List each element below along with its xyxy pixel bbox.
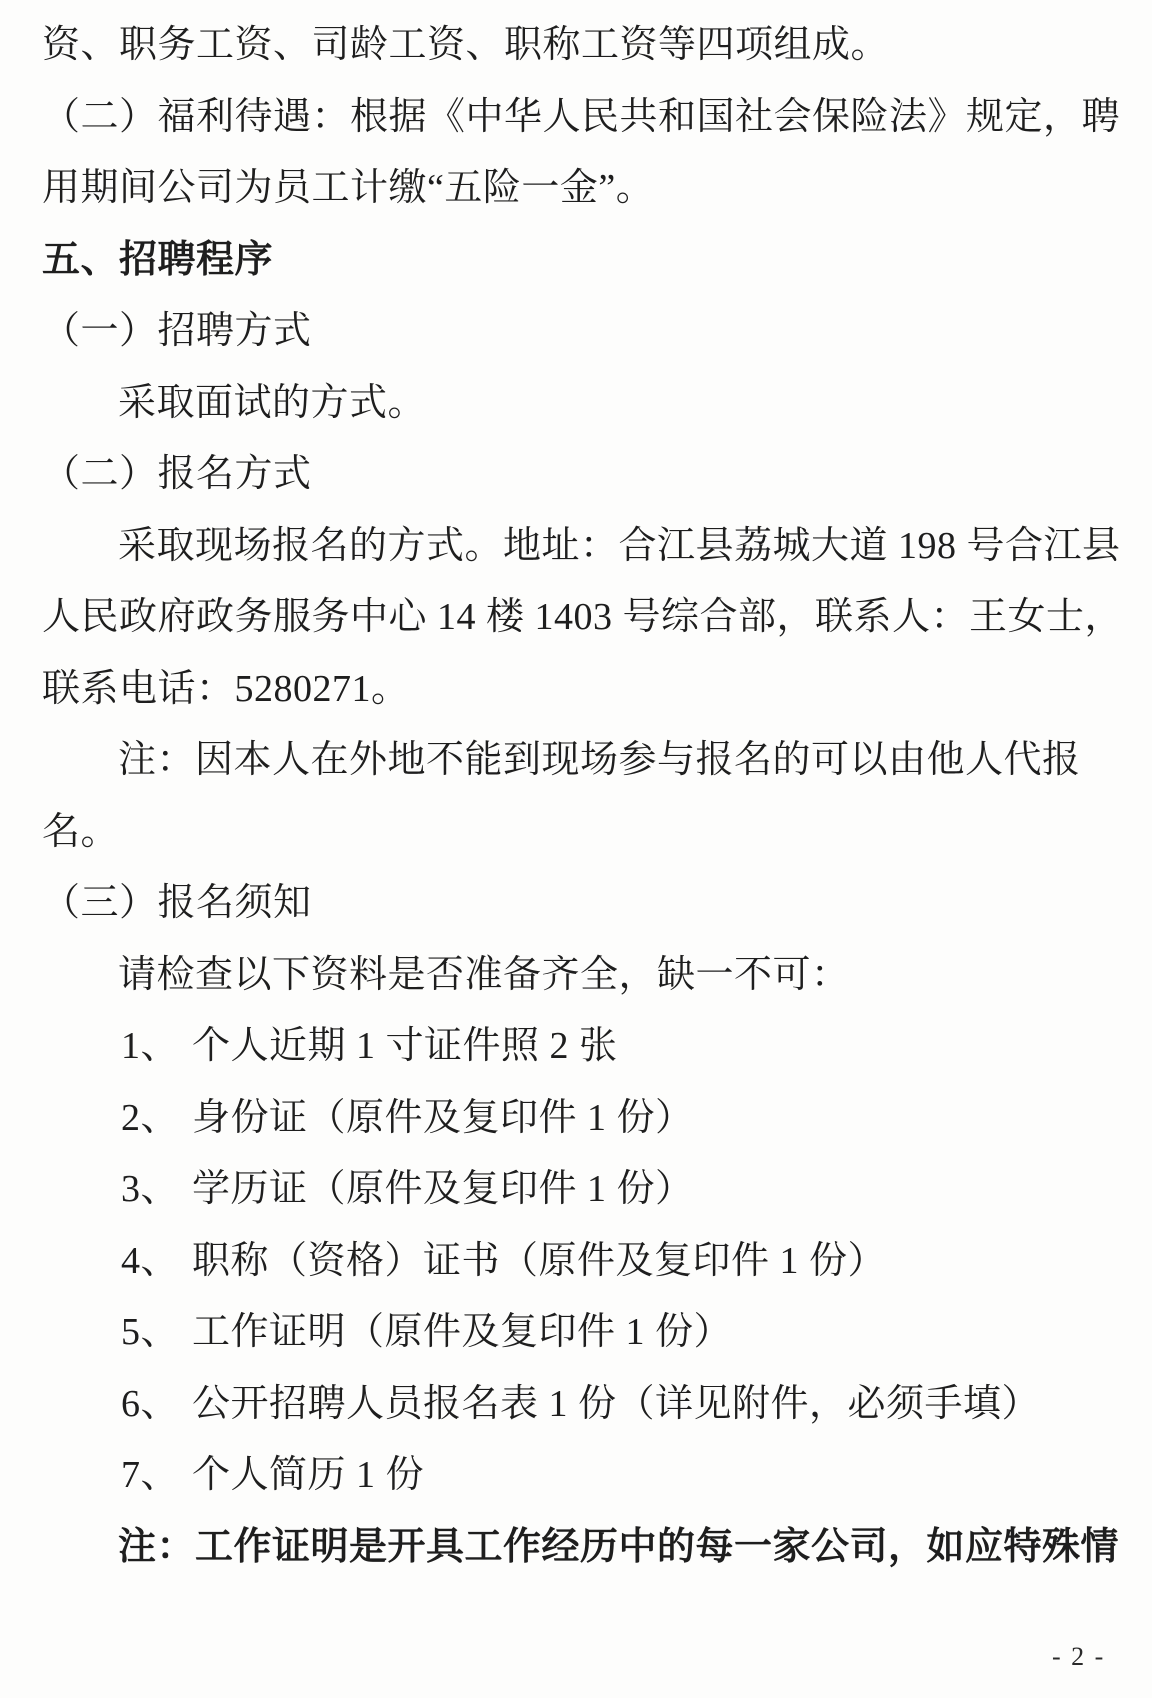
list-text: 工作证明（原件及复印件 1 份） xyxy=(192,1311,733,1353)
list-text: 职称（资格）证书（原件及复印件 1 份） xyxy=(192,1239,887,1282)
list-number: 3、 xyxy=(121,1168,180,1210)
body-line: 请检查以下资料是否准备齐全，缺一不可： xyxy=(118,953,850,996)
list-item xyxy=(42,1440,1112,1512)
note-line: 注：因本人在外地不能到现场参与报名的可以由他人代报 xyxy=(118,739,1081,781)
body-line: 人民政府政务服务中心 14 楼 1403 号综合部，联系人：王女士， xyxy=(42,596,1124,638)
list-number: 2、 xyxy=(121,1096,180,1139)
list-number: 5、 xyxy=(121,1311,180,1353)
list-number: 6、 xyxy=(121,1382,180,1425)
list-item xyxy=(42,1154,1112,1226)
body-line: 联系电话：5280271。 xyxy=(42,667,410,710)
list-number: 7、 xyxy=(121,1454,180,1496)
body-line: 资、职务工资、司龄工资、职称工资等四项组成。 xyxy=(42,24,890,66)
list-text: 个人近期 1 寸证件照 2 张 xyxy=(192,1025,618,1067)
subsection-heading: （二）报名方式 xyxy=(42,453,312,495)
subsection-heading: （一）招聘方式 xyxy=(42,310,312,352)
note-line: 注：工作证明是开具工作经历中的每一家公司，如应特殊情 xyxy=(118,1525,1120,1568)
document-page xyxy=(42,10,1124,1583)
body-line: 采取面试的方式。 xyxy=(118,381,427,424)
list-text: 公开招聘人员报名表 1 份（详见附件，必须手填） xyxy=(192,1382,1041,1425)
list-item xyxy=(42,1226,1112,1298)
section-heading: 五、招聘程序 xyxy=(42,238,274,281)
list-text: 学历证（原件及复印件 1 份） xyxy=(192,1168,694,1210)
list-number: 1、 xyxy=(121,1025,180,1067)
body-line: 名。 xyxy=(42,810,120,853)
body-line: 采取现场报名的方式。地址：合江县荔城大道 198 号合江县 xyxy=(118,524,1121,567)
list-item xyxy=(42,1011,1112,1083)
list-text: 个人简历 1 份 xyxy=(192,1454,425,1496)
page-number: - 2 - xyxy=(1052,1642,1106,1671)
list-item xyxy=(42,1083,1112,1155)
list-text: 身份证（原件及复印件 1 份） xyxy=(192,1096,694,1139)
body-line: 用期间公司为员工计缴“五险一金”。 xyxy=(42,167,655,209)
body-line: （二）福利待遇：根据《中华人民共和国社会保险法》规定，聘 xyxy=(42,95,1121,138)
subsection-heading: （三）报名须知 xyxy=(42,882,312,924)
list-item xyxy=(42,1297,1112,1369)
list-item xyxy=(42,1369,1112,1441)
list-number: 4、 xyxy=(121,1239,180,1282)
